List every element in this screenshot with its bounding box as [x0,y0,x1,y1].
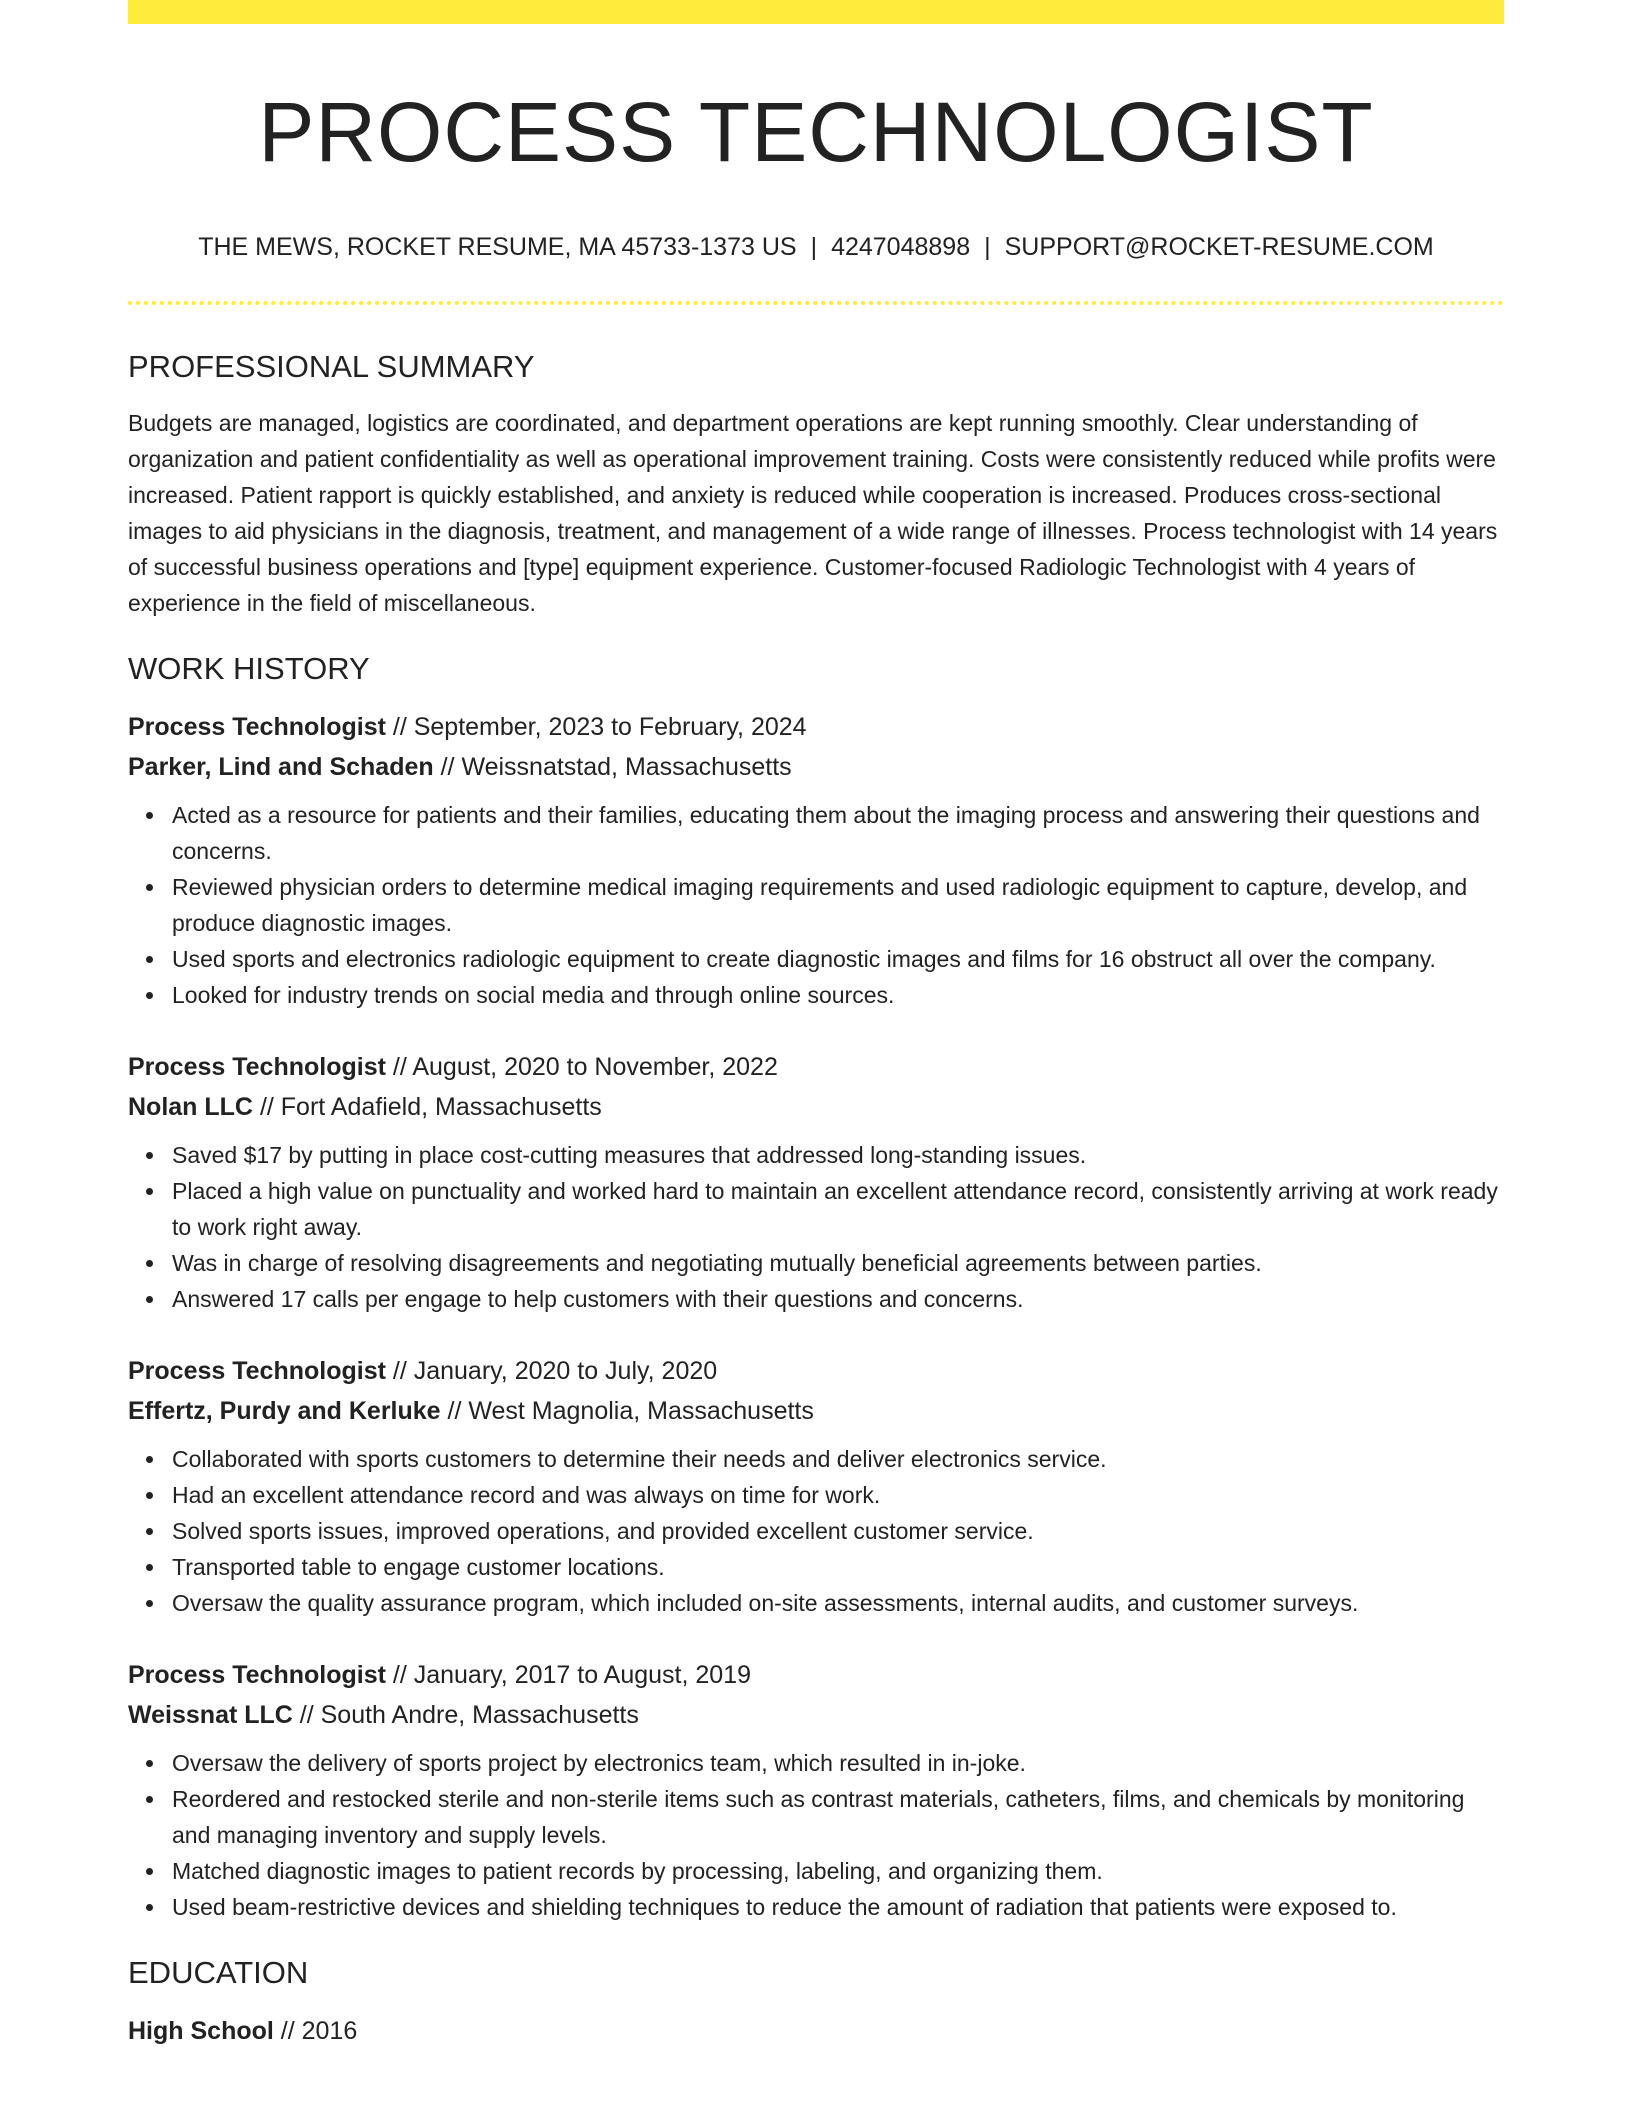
job-bullets [128,1441,1504,1621]
job-title-line [128,1351,1504,1391]
job-company: Effertz, Purdy and Kerluke [128,1397,441,1425]
job-location: // Fort Adafield, Massachusetts [253,1093,602,1121]
job-bullet: Oversaw the quality assurance program, which included on-site assessments, internal audits, and customer surveys. [172,1585,1504,1621]
job-title: Process Technologist [128,1053,386,1081]
job-company-line [128,747,1504,787]
job-bullet: Transported table to engage customer locations. [172,1549,1504,1585]
summary-text: Budgets are managed, logistics are coordinated, and department operations are kept running smoothly. Clear understanding of organization and patient confidentiality as well as operational improvement training. Costs were consistently reduced while profits were increased. Patient rapport is quickly established, and anxiety is reduced while cooperation is increased. Produces cross-sectional images to aid physicians in the diagnosis, treatment, and management of a wide range of illnesses. Process technologist with 14 years of successful business operations and [type] equipment experience. Customer-focused Radiologic Technologist with 4 years of experience in the field of miscellaneous. [128,410,1498,616]
education-entry [128,2011,1504,2051]
job-dates: // August, 2020 to November, 2022 [385,1053,778,1081]
job-company: Nolan LLC [128,1093,253,1121]
accent-top-bar [128,0,1504,24]
work-history-heading: WORK HISTORY [128,651,370,686]
job-bullets [128,797,1504,1013]
job-bullets [128,1137,1504,1317]
job-bullet: Saved $17 by putting in place cost-cutting measures that addressed long-standing issues. [172,1137,1504,1173]
contact-separator: | [984,233,991,261]
contact-phone: 4247048898 [831,233,971,261]
job-bullet: Used sports and electronics radiologic equipment to create diagnostic images and films for 16 obstruct all over the company. [172,941,1504,977]
job-bullet: Acted as a resource for patients and their families, educating them about the imaging process and answering their questions and concerns. [172,797,1504,869]
job-bullet: Matched diagnostic images to patient records by processing, labeling, and organizing them. [172,1853,1504,1889]
job-title-line [128,1047,1504,1087]
contact-email: SUPPORT@ROCKET-RESUME.COM [1004,233,1434,261]
job-bullet: Was in charge of resolving disagreements and negotiating mutually beneficial agreements between parties. [172,1245,1504,1281]
education-heading: EDUCATION [128,1955,309,1990]
job-entry [128,1655,1504,1925]
job-dates: // September, 2023 to February, 2024 [385,713,807,741]
job-bullet: Oversaw the delivery of sports project by electronics team, which resulted in in-joke. [172,1745,1504,1781]
job-location: // West Magnolia, Massachusetts [440,1397,814,1425]
job-bullet: Reviewed physician orders to determine medical imaging requirements and used radiologic equipment to capture, develop, and produce diagnostic images. [172,869,1504,941]
job-bullet: Placed a high value on punctuality and worked hard to maintain an excellent attendance record, consistently arriving at work ready to work right away. [172,1173,1504,1245]
summary-heading: PROFESSIONAL SUMMARY [128,349,535,384]
job-entry [128,1351,1504,1621]
job-bullets [128,1745,1504,1925]
job-company: Weissnat LLC [128,1701,293,1729]
job-title-line [128,1655,1504,1695]
job-entry [128,1047,1504,1317]
job-company-line [128,1391,1504,1431]
job-bullet: Reordered and restocked sterile and non-sterile items such as contrast materials, catheters, films, and chemicals by monitoring and managing inventory and supply levels. [172,1781,1504,1853]
job-bullet: Had an excellent attendance record and was always on time for work. [172,1477,1504,1513]
job-location: // South Andre, Massachusetts [292,1701,639,1729]
job-bullet: Collaborated with sports customers to determine their needs and deliver electronics service. [172,1441,1504,1477]
job-title: Process Technologist [128,713,386,741]
job-title: Process Technologist [128,1357,386,1385]
job-company-line [128,1087,1504,1127]
job-bullet: Used beam-restrictive devices and shielding techniques to reduce the amount of radiation that patients were exposed to. [172,1889,1504,1925]
job-dates: // January, 2020 to July, 2020 [385,1357,718,1385]
contact-address: THE MEWS, ROCKET RESUME, MA 45733-1373 US [198,233,797,261]
contact-line [128,230,1504,264]
job-bullet: Solved sports issues, improved operations, and provided excellent customer service. [172,1513,1504,1549]
job-dates: // January, 2017 to August, 2019 [385,1661,752,1689]
job-bullet: Looked for industry trends on social media and through online sources. [172,977,1504,1013]
job-bullet: Answered 17 calls per engage to help customers with their questions and concerns. [172,1281,1504,1317]
job-location: // Weissnatstad, Massachusetts [433,753,792,781]
education-school: High School [128,2017,274,2045]
resume-page [128,0,1504,2112]
candidate-name: PROCESS TECHNOLOGIST [258,85,1374,179]
job-company: Parker, Lind and Schaden [128,753,434,781]
job-company-line [128,1695,1504,1735]
header-divider [128,301,1504,305]
contact-separator: | [810,233,818,261]
job-entry [128,707,1504,1013]
job-title: Process Technologist [128,1661,386,1689]
job-title-line [128,707,1504,747]
education-year: // 2016 [273,2017,358,2045]
